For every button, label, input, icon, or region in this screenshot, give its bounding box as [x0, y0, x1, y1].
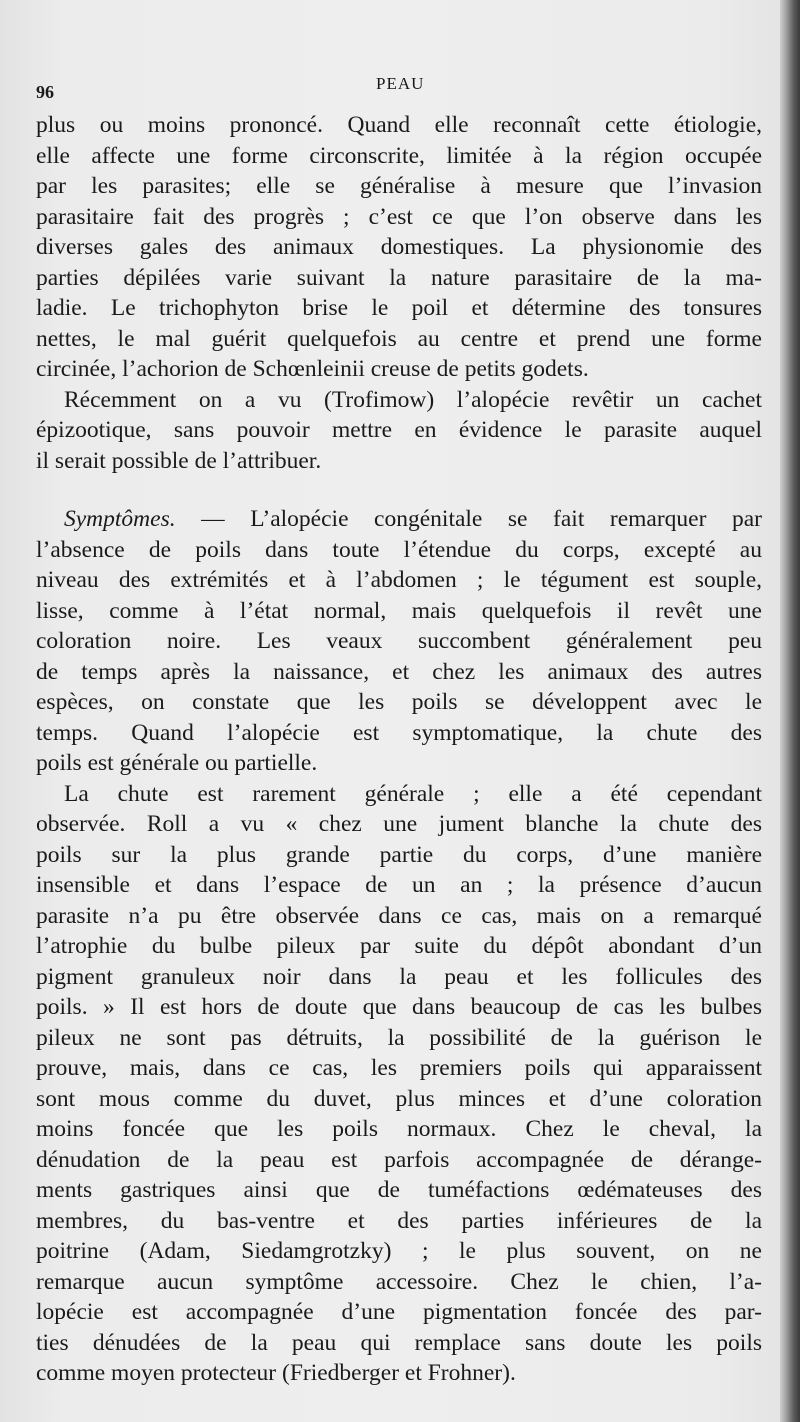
text-line: temps. Quand l’alopécie est symptomatique, la chute des — [36, 719, 762, 746]
paragraph — [36, 110, 762, 385]
paragraph — [36, 779, 762, 1389]
text-line: lopécie est accompagnée d’une pigmentation foncée des par- — [36, 1299, 762, 1325]
text-line: remarque aucun symptôme accessoire. Chez le chien, l’a- — [36, 1268, 762, 1295]
text-line: l’atrophie du bulbe pileux par suite du dépôt abondant d’un — [36, 933, 762, 959]
text-line: lisse, comme à l’état normal, mais quelquefois il revêt une — [36, 597, 762, 624]
text-line: niveau des extrémités et à l’abdomen ; le tégument est souple, — [36, 567, 762, 593]
text-line: membres, du bas-ventre et des parties inférieures de la — [36, 1207, 762, 1234]
text-line: parasitaire fait des progrès ; c’est ce que l’on observe dans les — [36, 203, 762, 230]
text-line: ments gastriques ainsi que de tuméfactions œdémateuses des — [36, 1177, 762, 1203]
text-line: parties dépilées varie suivant la nature parasitaire de la ma- — [36, 264, 762, 291]
body-text — [36, 110, 762, 1389]
text-line: poils est générale ou partielle. — [36, 750, 318, 776]
text-line: poitrine (Adam, Siedamgrotzky) ; le plus souvent, on ne — [36, 1238, 762, 1264]
text-line: ties dénudées de la peau qui remplace sans doute les poils — [36, 1329, 762, 1356]
text-line: observée. Roll a vu « chez une jument blanche la chute des — [36, 811, 762, 837]
paragraph-gap — [36, 476, 762, 504]
text-line: l’absence de poils dans toute l’étendue du corps, excepté au — [36, 536, 762, 563]
text-line: nettes, le mal guérit quelquefois au centre et prend une forme — [36, 325, 762, 352]
book-spine-shadow — [780, 0, 800, 1422]
paragraph — [36, 385, 762, 477]
text-line: parasite n’a pu être observée dans ce cas, mais on a remarqué — [36, 902, 762, 929]
page-number: 96 — [36, 82, 54, 102]
text-line: coloration noire. Les veaux succombent généralement peu — [36, 628, 762, 654]
text-line: il serait possible de l’attribuer. — [36, 447, 322, 474]
text-line: pigment granuleux noir dans la peau et les follicules des — [36, 963, 762, 990]
text-line: Récemment on a vu (Trofimow) l’alopécie revêtir un cachet — [64, 386, 762, 413]
text-line: dénudation de la peau est parfois accompagnée de dérange- — [36, 1146, 762, 1173]
text-line: prouve, mais, dans ce cas, les premiers poils qui apparaissent — [36, 1055, 762, 1081]
text-line: comme moyen protecteur (Friedberger et Frohner). — [36, 1360, 516, 1386]
text-line: sont mous comme du duvet, plus minces et d’une coloration — [36, 1085, 762, 1112]
text-line: La chute est rarement générale ; elle a été cependant — [64, 780, 762, 807]
page-header — [36, 70, 756, 100]
text-line: de temps après la naissance, et chez les animaux des autres — [36, 658, 762, 685]
running-head: PEAU — [376, 74, 425, 93]
text-line: ladie. Le trichophyton brise le poil et détermine des tonsures — [36, 295, 762, 321]
text-line: épizootique, sans pouvoir mettre en évidence le parasite auquel — [36, 417, 762, 443]
paragraph — [36, 504, 762, 779]
text-line: poils. » Il est hors de doute que dans beaucoup de cas les bulbes — [36, 994, 762, 1020]
text-line: diverses gales des animaux domestiques. La physionomie des — [36, 234, 762, 260]
section-heading: Symptômes. — [64, 506, 176, 532]
text-line: plus ou moins prononcé. Quand elle reconnaît cette étiologie, — [36, 112, 762, 138]
text-line: poils sur la plus grande partie du corps, d’une manière — [36, 841, 762, 868]
text-line: insensible et dans l’espace de un an ; la présence d’aucun — [36, 872, 762, 898]
text-line: pileux ne sont pas détruits, la possibilité de la guérison le — [36, 1024, 762, 1051]
text-line: par les parasites; elle se généralise à mesure que l’invasion — [36, 173, 762, 199]
text-line: elle affecte une forme circonscrite, limitée à la région occupée — [36, 142, 762, 169]
text-line: moins foncée que les poils normaux. Chez le cheval, la — [36, 1116, 762, 1142]
text-line — [36, 504, 762, 535]
text-line: circinée, l’achorion de Schœnleinii creuse de petits godets. — [36, 356, 589, 382]
lead-text: — L’alopécie congénitale se fait remarquer par — [175, 506, 762, 532]
text-line: espèces, on constate que les poils se développent avec le — [36, 689, 762, 715]
